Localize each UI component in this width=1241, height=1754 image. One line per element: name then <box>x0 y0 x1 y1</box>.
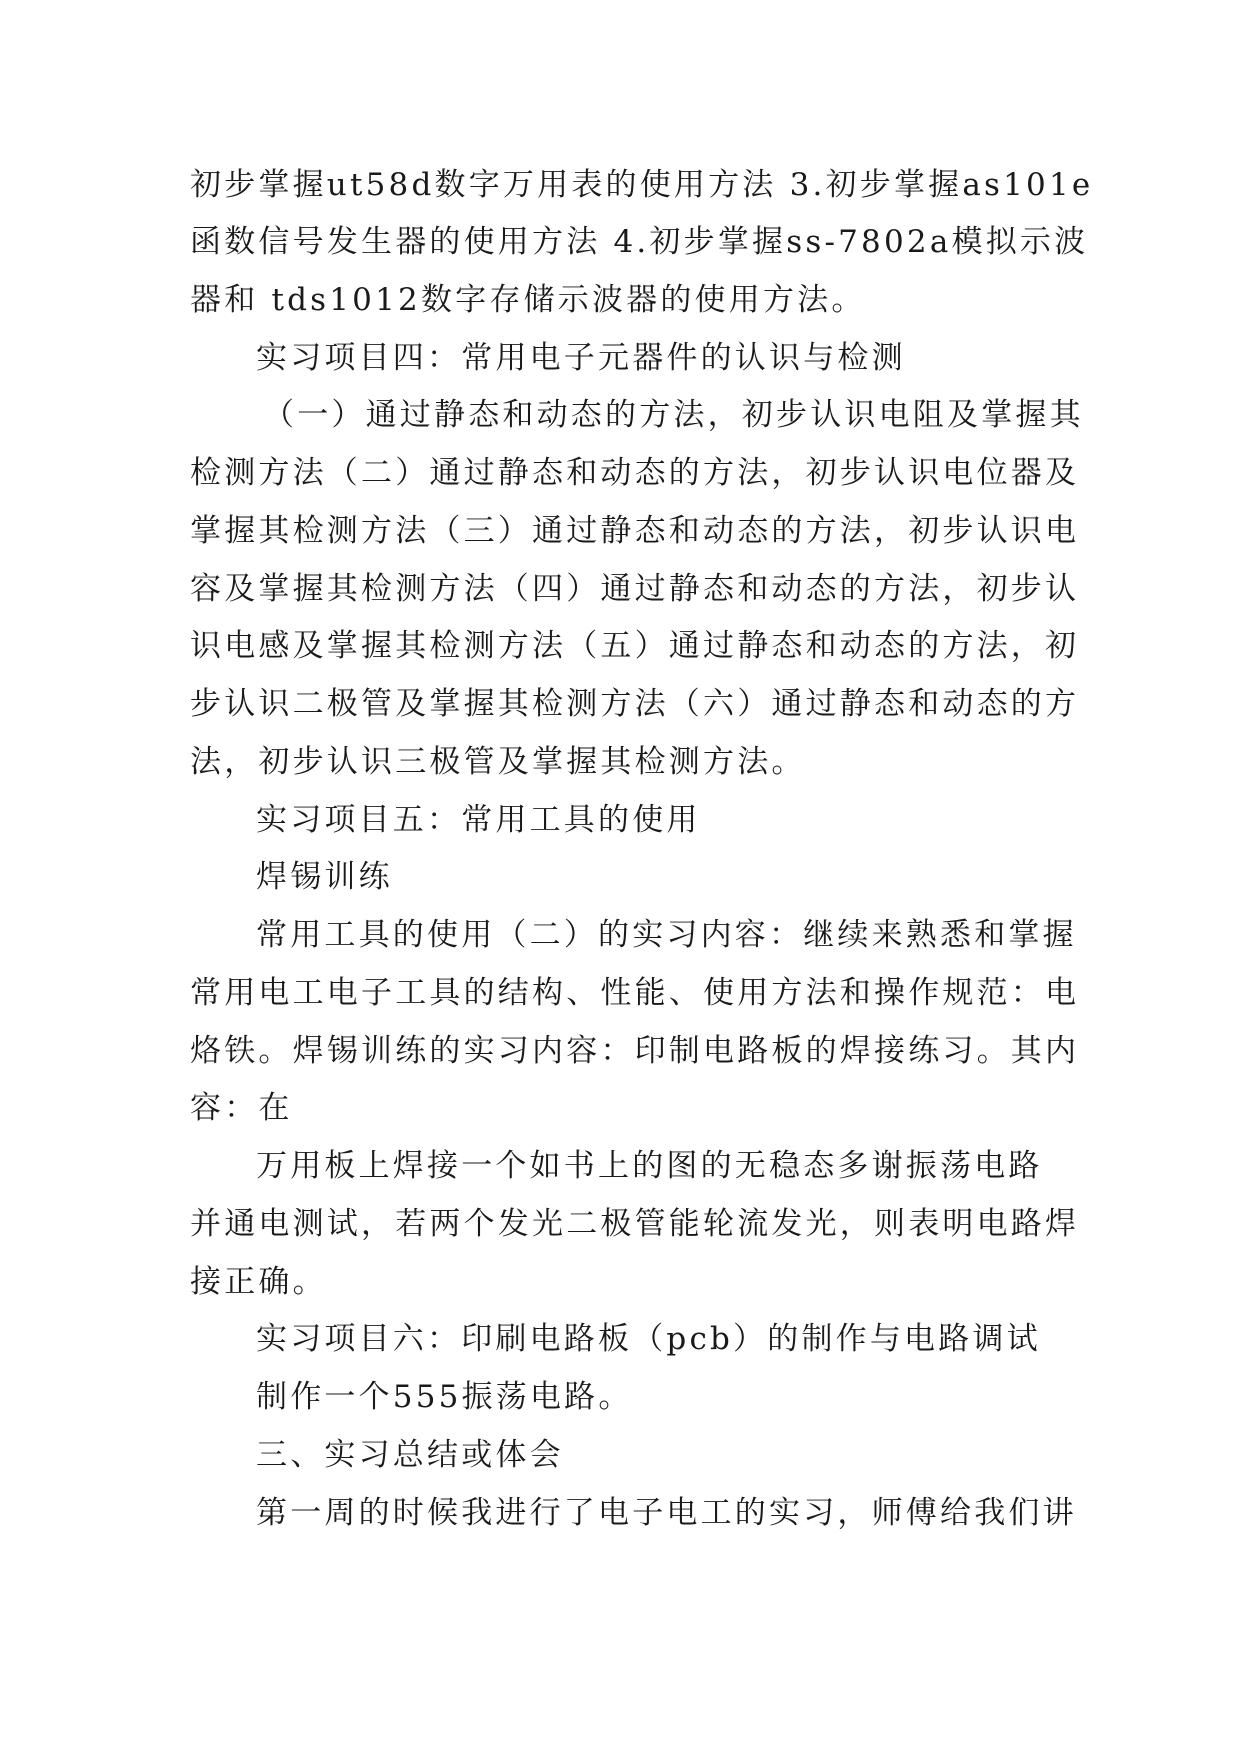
text-line-10: 步认识二极管及掌握其检测方法（六）通过静态和动态的方 <box>190 686 1080 722</box>
text-line-16: 烙铁。焊锡训练的实习内容：印制电路板的焊接练习。其内 <box>190 1033 1080 1069</box>
text-line-14: 常用工具的使用（二）的实习内容：继续来熟悉和掌握 <box>256 917 1077 953</box>
text-line-7: 掌握其检测方法（三）通过静态和动态的方法，初步认识电 <box>190 513 1080 549</box>
text-line-18: 万用板上焊接一个如书上的图的无稳态多谢振荡电路 <box>256 1148 1043 1184</box>
text-line-22: 制作一个555振荡电路。 <box>256 1379 633 1415</box>
text-line-19: 并通电测试，若两个发光二极管能轮流发光，则表明电路焊 <box>190 1206 1080 1242</box>
text-line-8: 容及掌握其检测方法（四）通过静态和动态的方法，初步认 <box>190 571 1080 607</box>
text-line-9: 识电感及掌握其检测方法（五）通过静态和动态的方法，初 <box>190 628 1080 664</box>
text-line-11: 法，初步认识三极管及掌握其检测方法。 <box>190 744 806 780</box>
text-line-6: 检测方法（二）通过静态和动态的方法，初步认识电位器及 <box>190 455 1080 491</box>
section-heading-item-4: 实习项目四：常用电子元器件的认识与检测 <box>256 340 906 376</box>
text-line-1: 初步掌握ut58d数字万用表的使用方法 3.初步掌握as101e <box>190 167 1094 203</box>
text-line-13: 焊锡训练 <box>256 859 393 895</box>
text-line-17: 容：在 <box>190 1090 293 1126</box>
text-line-24: 第一周的时候我进行了电子电工的实习，师傅给我们讲 <box>256 1495 1077 1531</box>
section-heading-summary: 三、实习总结或体会 <box>256 1437 564 1473</box>
text-line-5: （一）通过静态和动态的方法，初步认识电阻及掌握其 <box>263 397 1084 433</box>
text-line-20: 接正确。 <box>190 1264 327 1300</box>
section-heading-item-6: 实习项目六：印刷电路板（pcb）的制作与电路调试 <box>256 1321 1041 1357</box>
section-heading-item-5: 实习项目五：常用工具的使用 <box>256 802 701 838</box>
text-line-2: 函数信号发生器的使用方法 4.初步掌握ss-7802a模拟示波 <box>190 224 1089 260</box>
text-line-3: 器和 tds1012数字存储示波器的使用方法。 <box>190 282 866 318</box>
text-line-15: 常用电工电子工具的结构、性能、使用方法和操作规范：电 <box>190 975 1080 1011</box>
